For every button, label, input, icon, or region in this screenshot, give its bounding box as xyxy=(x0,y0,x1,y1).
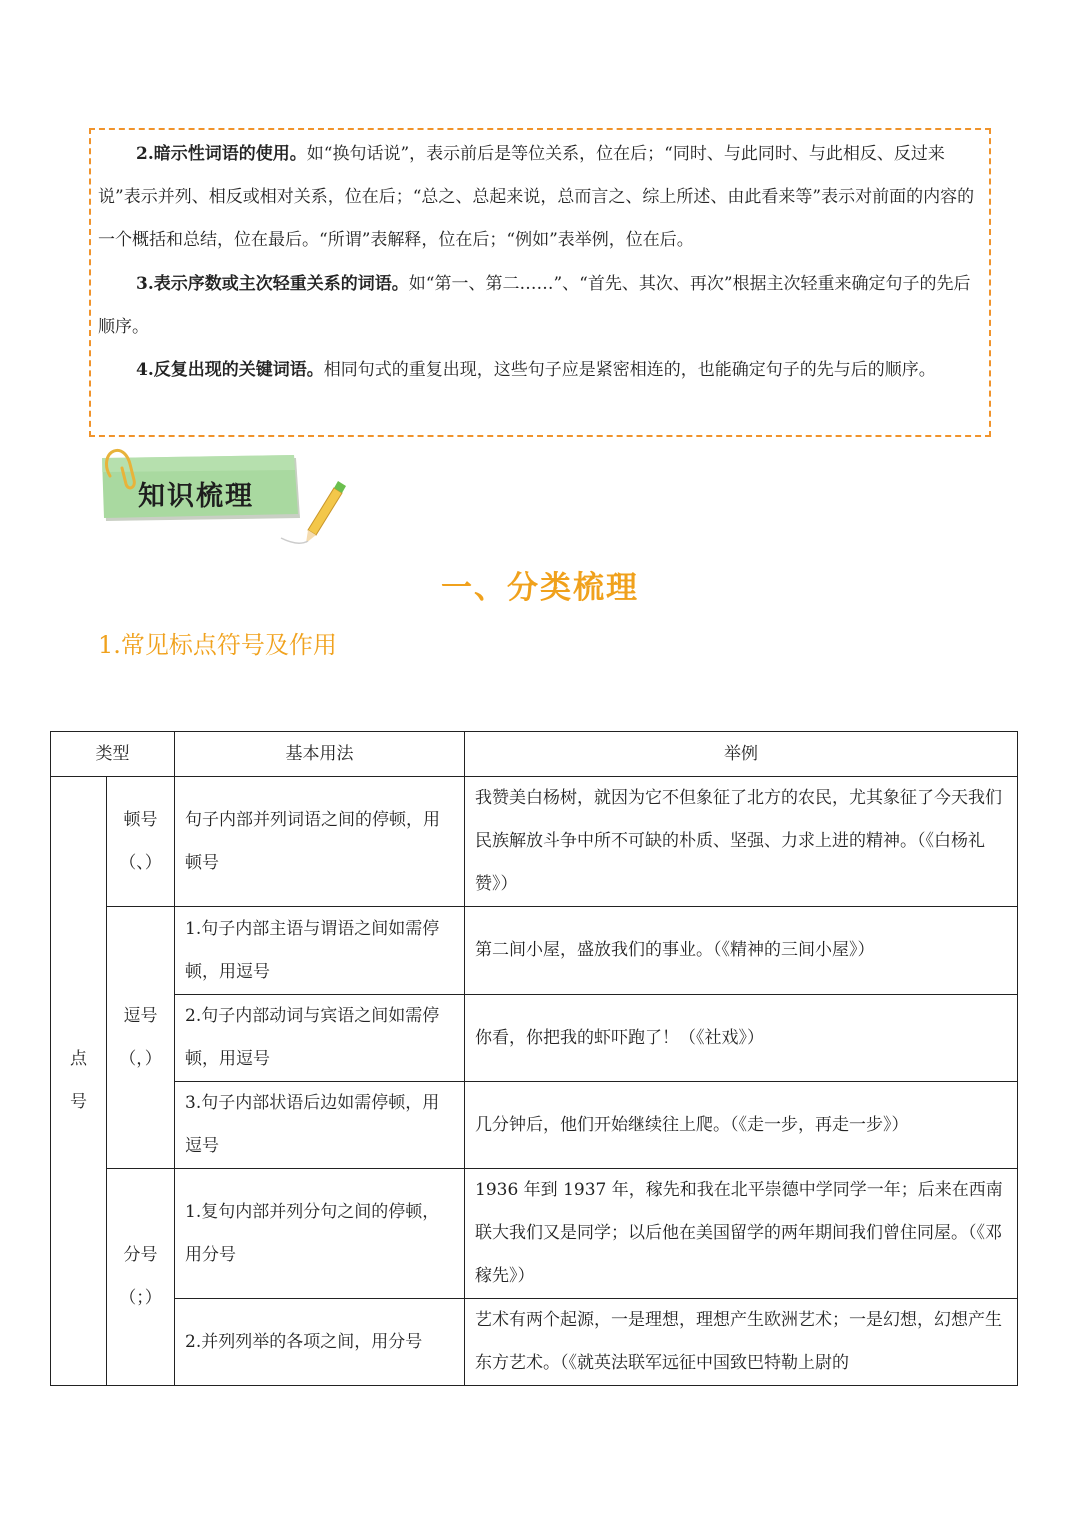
fenhao-symbol: （；） xyxy=(119,1288,162,1308)
tip-4-text: 相同句式的重复出现，这些句子应是紧密相连的，也能确定句子的先与后的顺序。 xyxy=(323,360,936,380)
table-row xyxy=(51,777,1018,907)
tip-paragraph-2 xyxy=(98,133,980,262)
fenhao-usage-1: 1.复句内部并列分句之间的停顿，用分号 xyxy=(175,1169,465,1299)
category-cell xyxy=(51,777,107,1386)
fenhao-example-1: 1936 年到 1937 年，稼先和我在北平崇德中学同学一年；后来在西南联大我们又是同学；以后他在美国留学的两年期间我们曾住同屋。（《邓稼先》） xyxy=(465,1169,1018,1299)
tip-3-lead: 3.表示序数或主次轻重关系的词语。 xyxy=(136,274,409,294)
knowledge-badge-label: 知识梳理 xyxy=(138,481,254,512)
header-usage: 基本用法 xyxy=(175,732,465,777)
dunhao-name: 顿号 xyxy=(123,809,158,830)
tip-2-lead: 2.暗示性词语的使用。 xyxy=(136,144,307,164)
douhao-symbol: （，） xyxy=(119,1048,162,1069)
douhao-example-1: 第二间小屋，盛放我们的事业。（《精神的三间小屋》） xyxy=(465,907,1018,995)
dunhao-symbol: （、） xyxy=(119,852,162,873)
fenhao-name: 分号 xyxy=(123,1245,158,1265)
table-row xyxy=(51,1169,1018,1299)
header-type: 类型 xyxy=(51,732,175,777)
douhao-cell xyxy=(107,907,175,1169)
table-row xyxy=(51,1299,1018,1386)
dunhao-cell xyxy=(107,777,175,907)
fenhao-usage-2: 2.并列列举的各项之间，用分号 xyxy=(175,1299,465,1386)
section-title: 一、分类梳理 xyxy=(441,570,639,606)
header-example: 举例 xyxy=(465,732,1018,777)
douhao-example-3: 几分钟后，他们开始继续往上爬。（《走一步，再走一步》） xyxy=(465,1082,1018,1169)
douhao-name: 逗号 xyxy=(123,1005,158,1026)
douhao-example-2: 你看，你把我的虾吓跑了！（《社戏》） xyxy=(465,995,1018,1082)
table-row xyxy=(51,907,1018,995)
category-line1: 点 xyxy=(70,1049,87,1069)
tip-paragraph-4 xyxy=(98,349,980,392)
douhao-usage-3: 3.句子内部状语后边如需停顿，用逗号 xyxy=(175,1082,465,1169)
table-row xyxy=(51,995,1018,1082)
fenhao-cell xyxy=(107,1169,175,1386)
douhao-usage-2: 2.句子内部动词与宾语之间如需停顿，用逗号 xyxy=(175,995,465,1082)
table-header-row xyxy=(51,732,1018,777)
tip-paragraph-3 xyxy=(98,263,980,349)
tip-2-text: 如“换句话说”，表示前后是等位关系，位在后；“同时、与此同时、与此相反、反过来说”表示并列、相反或相对关系，位在后；“总之、总起来说，总而言之、综上所述、由此看来等”表示对前面的内容的一个概括和总结，位在最后。“所谓”表解释，位在后；“例如”表举例，位在后。 xyxy=(98,144,975,250)
dunhao-usage: 句子内部并列词语之间的停顿，用顿号 xyxy=(175,777,465,907)
table-row xyxy=(51,1082,1018,1169)
dunhao-example: 我赞美白杨树，就因为它不但象征了北方的农民，尤其象征了今天我们民族解放斗争中所不可缺的朴质、坚强、力求上进的精神。（《白杨礼赞》） xyxy=(465,777,1018,907)
fenhao-example-2: 艺术有两个起源，一是理想，理想产生欧洲艺术；一是幻想，幻想产生东方艺术。（《就英法联军远征中国致巴特勒上尉的 xyxy=(465,1299,1018,1386)
douhao-usage-1: 1.句子内部主语与谓语之间如需停顿，用逗号 xyxy=(175,907,465,995)
category-line2: 号 xyxy=(70,1092,87,1112)
tip-3-text: 如“第一、第二……”、“首先、其次、再次”根据主次轻重来确定句子的先后顺序。 xyxy=(98,274,971,337)
section-subtitle: 1.常见标点符号及作用 xyxy=(98,631,337,659)
tip-4-lead: 4.反复出现的关键词语。 xyxy=(136,360,324,380)
punctuation-table xyxy=(50,731,1018,1386)
